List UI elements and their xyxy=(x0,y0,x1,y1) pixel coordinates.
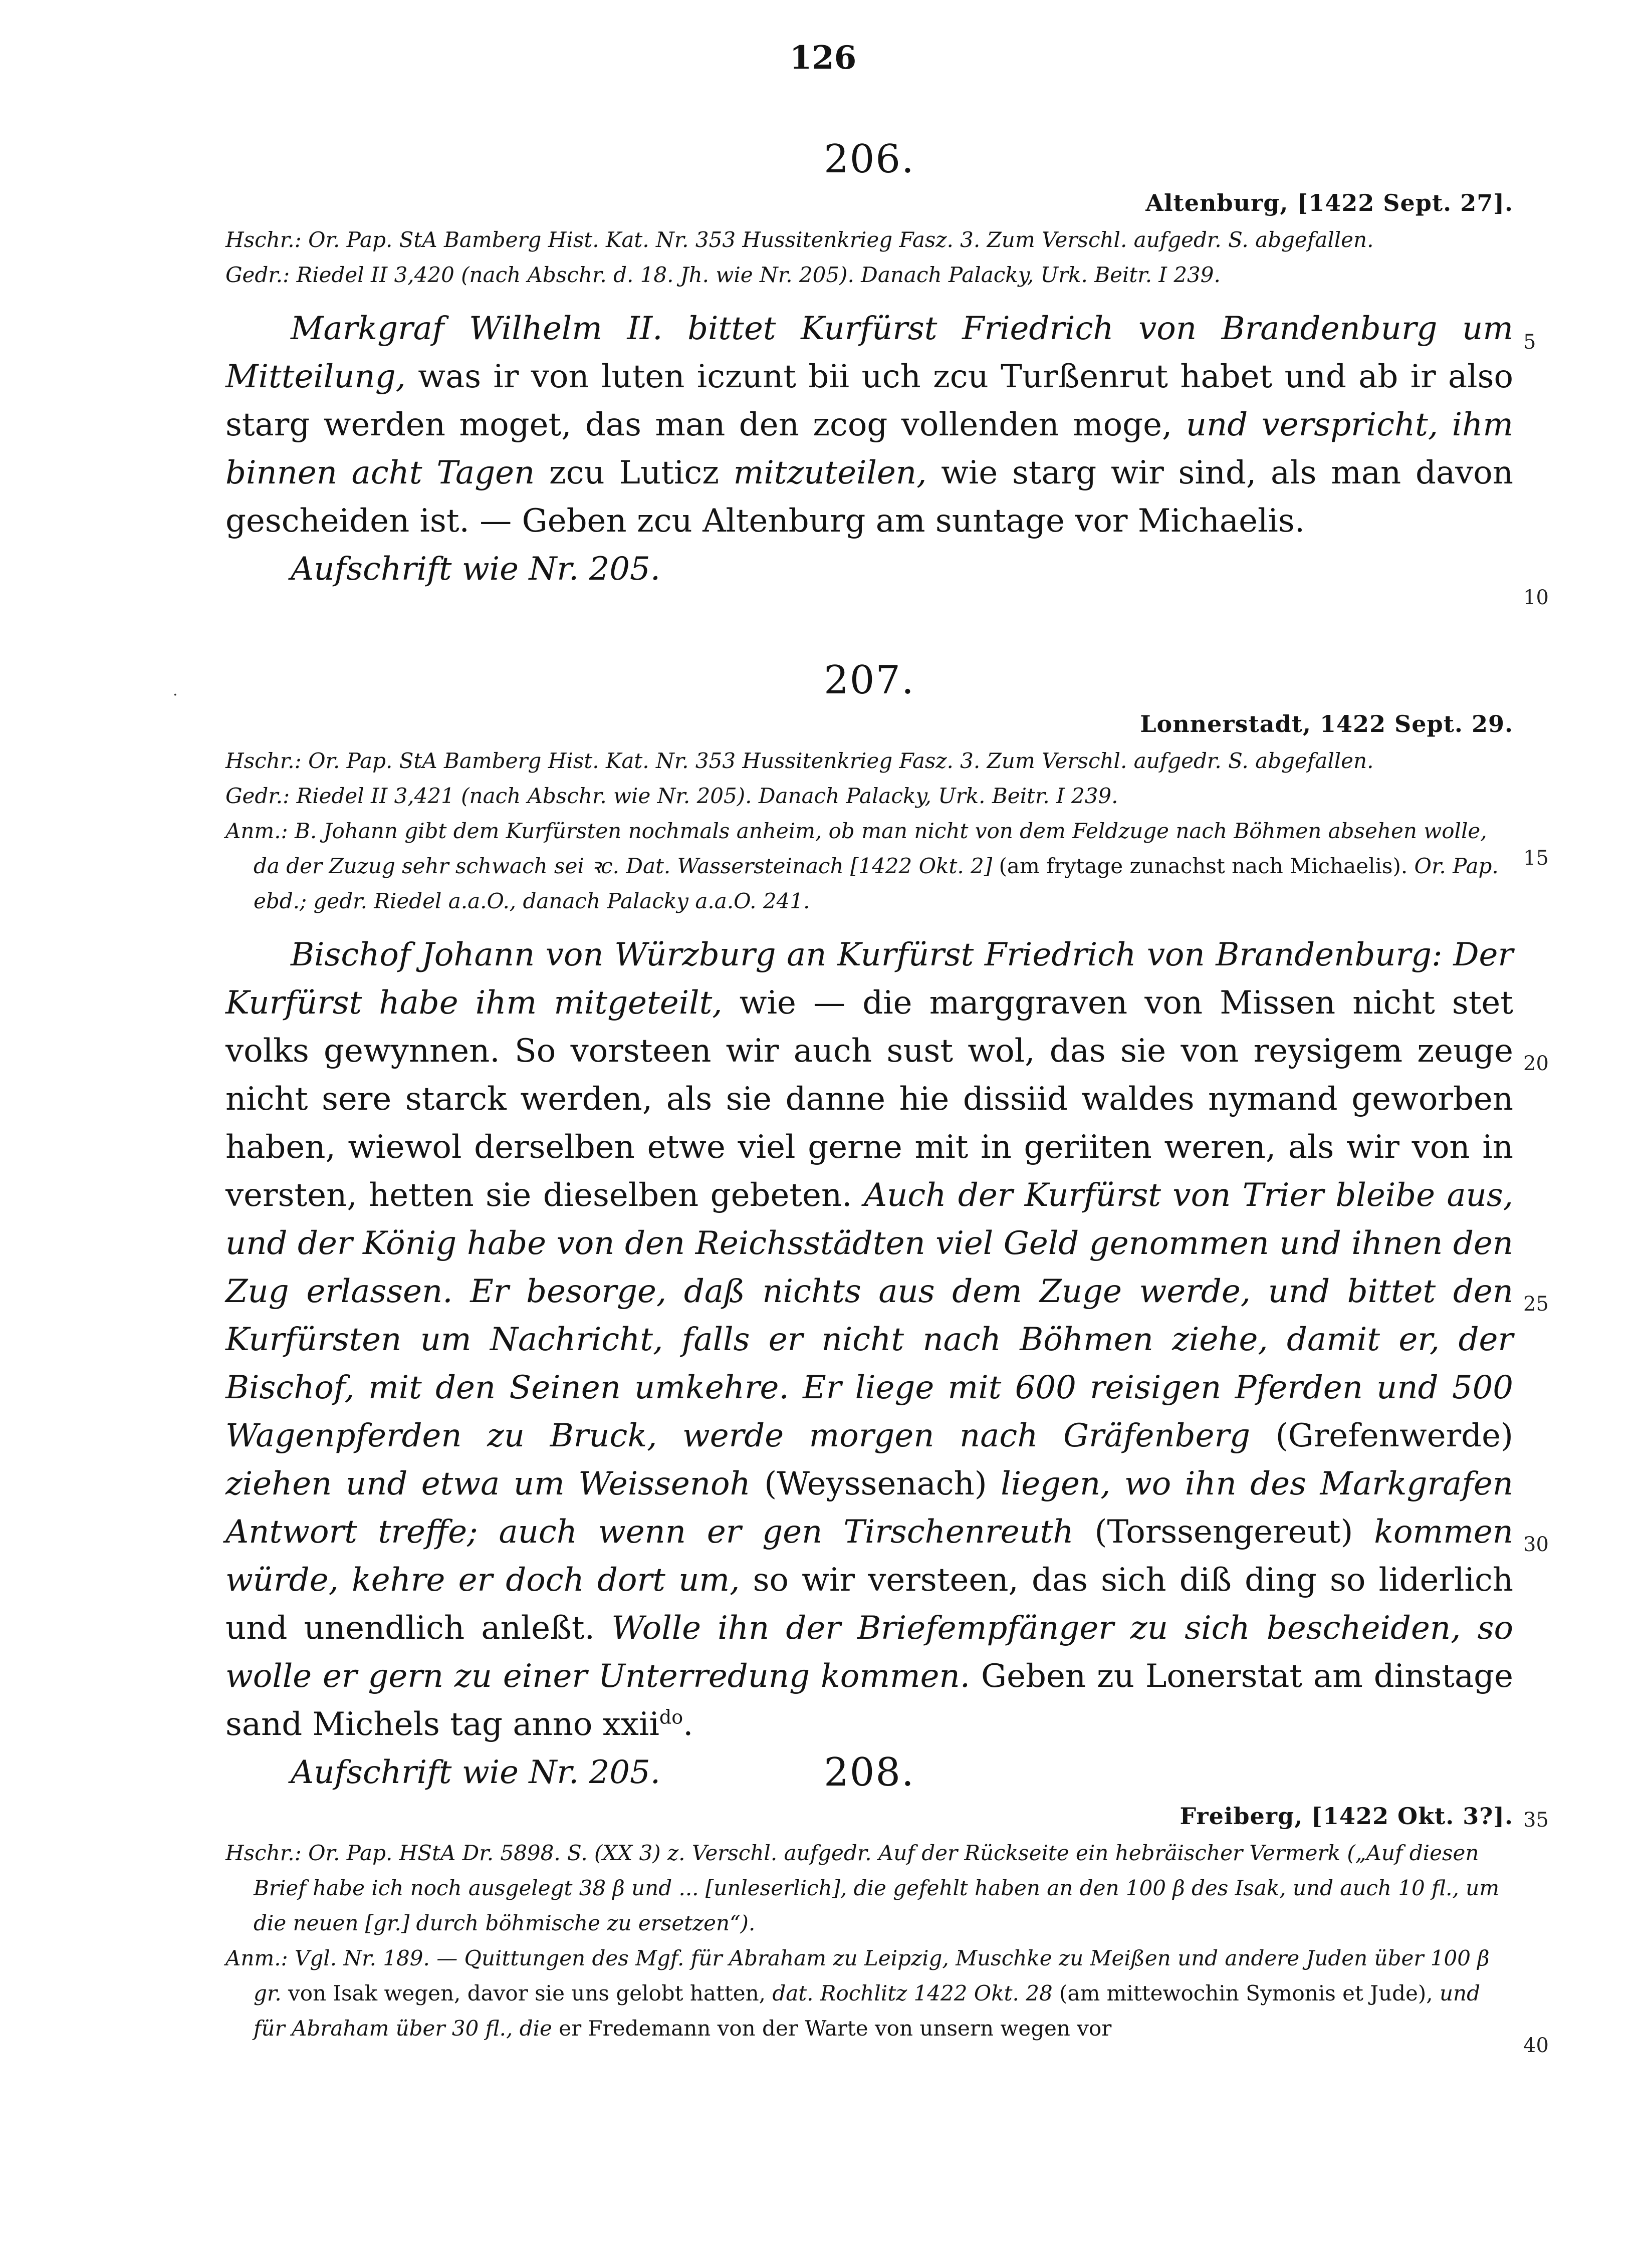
apparatus xyxy=(225,743,1513,919)
line-number: 10 xyxy=(1523,586,1549,609)
dateline: Freiberg, [1422 Okt. 3?]. xyxy=(1180,1803,1513,1830)
regest-text: Markgraf Wilhelm II. bittet Kurfürst Friedrich von Brandenburg um Mitteilung, was ir von luten iczunt bii uch zcu Turßenrut habet und ab ir also starg werden moget, das man den zcog vollenden moge, und verspricht, ihm binnen acht Tagen zcu Luticz mitzuteilen, wie starg wir sind, als man davon gescheiden ist. — Geben zcu Altenburg am suntage vor Michaelis. xyxy=(225,310,1514,540)
print-note: Gedr.: Riedel II 3,421 (nach Abschr. wie Nr. 205). Danach Palacky, Urk. Beitr. I 239. xyxy=(225,784,1118,808)
line-number: 40 xyxy=(1523,2034,1549,2057)
apparatus xyxy=(225,1836,1513,2046)
annotation-note: Anm.: Vgl. Nr. 189. — Quittungen des Mgf. für Abraham zu Leipzig, Muschke zu Meißen und andere Juden über 100 β gr. von Isak wegen, davor sie uns gelobt hatten, dat. Rochlitz 1422 Okt. 28 (am mittewochin Symonis et Jude), und für Abraham über 30 fl., die er Fredemann von der Warte von unsern wegen vor xyxy=(225,1946,1490,2041)
document-number: 208. xyxy=(824,1750,915,1795)
dateline: Lonnerstadt, 1422 Sept. 29. xyxy=(1140,710,1513,737)
document-number: 206. xyxy=(824,137,915,182)
manuscript-note: Hschr.: Or. Pap. HStA Dr. 5898. S. (XX 3) z. Verschl. aufgedr. Auf der Rückseite ein hebräischer Vermerk („Auf diesen Brief habe ich noch ausgelegt 38 β und ... [unleserlich], die gefehlt haben an den 100 β des Isak, und auch 10 fl., um die neuen [gr.] durch böhmische zu ersetzen“). xyxy=(225,1841,1500,1935)
line-number: 20 xyxy=(1523,1052,1549,1075)
dateline: Altenburg, [1422 Sept. 27]. xyxy=(1145,189,1513,216)
line-number: 15 xyxy=(1523,847,1549,870)
line-number: 30 xyxy=(1523,1533,1549,1556)
document-number: 207. xyxy=(824,658,915,703)
regest-text: Bischof Johann von Würzburg an Kurfürst Friedrich von Brandenburg: Der Kurfürst habe ihm mitgeteilt, wie — die marggraven von Missen nicht stet volks gewynnen. So vorsteen wir auch sust wol, das sie von reysigem zeuge nicht sere starck werden, als sie danne hie dissiid waldes nymand geworben haben, wiewol derselben etwe viel gerne mit in geriiten weren, als wir von in versten, hetten sie dieselben gebeten. Auch der Kurfürst von Trier bleibe aus, und der König habe von den Reichsstädten viel Geld genommen und ihnen den Zug erlassen. Er besorge, daß nichts aus dem Zuge werde, und bittet den Kurfürsten um Nachricht, falls er nicht nach Böhmen ziehe, damit er, der Bischof, mit den Seinen umkehre. Er liege mit 600 reisigen Pferden und 500 Wagenpferden zu Bruck, werde morgen nach Gräfenberg (Grefenwerde) ziehen und etwa um Weissenoh (Weyssenach) liegen, wo ihn des Markgrafen Antwort treffe; auch wenn er gen Tirschenreuth (Torssengereut) kommen würde, kehre er doch dort um, so wir versteen, das sich diß ding so liderlich und unendlich anleßt. Wolle ihn der Briefempfänger zu sich bescheiden, so wolle er gern zu einer Unterredung kommen. Geben zu Lonerstat am dinstage sand Michels tag anno xxii$^{do}$. xyxy=(225,936,1514,1743)
address-note: Aufschrift wie Nr. 205. xyxy=(291,1754,661,1791)
document-207 xyxy=(225,656,1513,1797)
document-206 xyxy=(225,135,1513,593)
address-note: Aufschrift wie Nr. 205. xyxy=(291,551,661,588)
print-note: Gedr.: Riedel II 3,420 (nach Abschr. d. 18. Jh. wie Nr. 205). Danach Palacky, Urk. Beitr. I 239. xyxy=(225,263,1221,287)
manuscript-note: Hschr.: Or. Pap. StA Bamberg Hist. Kat. Nr. 353 Hussitenkrieg Fasz. 3. Zum Verschl. aufgedr. S. abgefallen. xyxy=(225,748,1374,773)
margin-dot: · xyxy=(173,686,178,704)
annotation-note: Anm.: B. Johann gibt dem Kurfürsten nochmals anheim, ob man nicht von dem Feldzuge nach Böhmen absehen wolle, da der Zuzug sehr schwach sei ꝛc. Dat. Wassersteinach [1422 Okt. 2] (am frytage zunachst nach Michaelis). Or. Pap. ebd.; gedr. Riedel a.a.O., danach Palacky a.a.O. 241. xyxy=(225,819,1499,913)
line-number: 25 xyxy=(1523,1293,1549,1316)
page-number: 126 xyxy=(789,39,857,77)
apparatus xyxy=(225,222,1513,293)
document-208 xyxy=(225,1748,1513,2046)
line-number: 5 xyxy=(1523,331,1536,354)
line-number: 35 xyxy=(1523,1809,1549,1832)
manuscript-note: Hschr.: Or. Pap. StA Bamberg Hist. Kat. Nr. 353 Hussitenkrieg Fasz. 3. Zum Verschl. aufgedr. S. abgefallen. xyxy=(225,227,1374,252)
